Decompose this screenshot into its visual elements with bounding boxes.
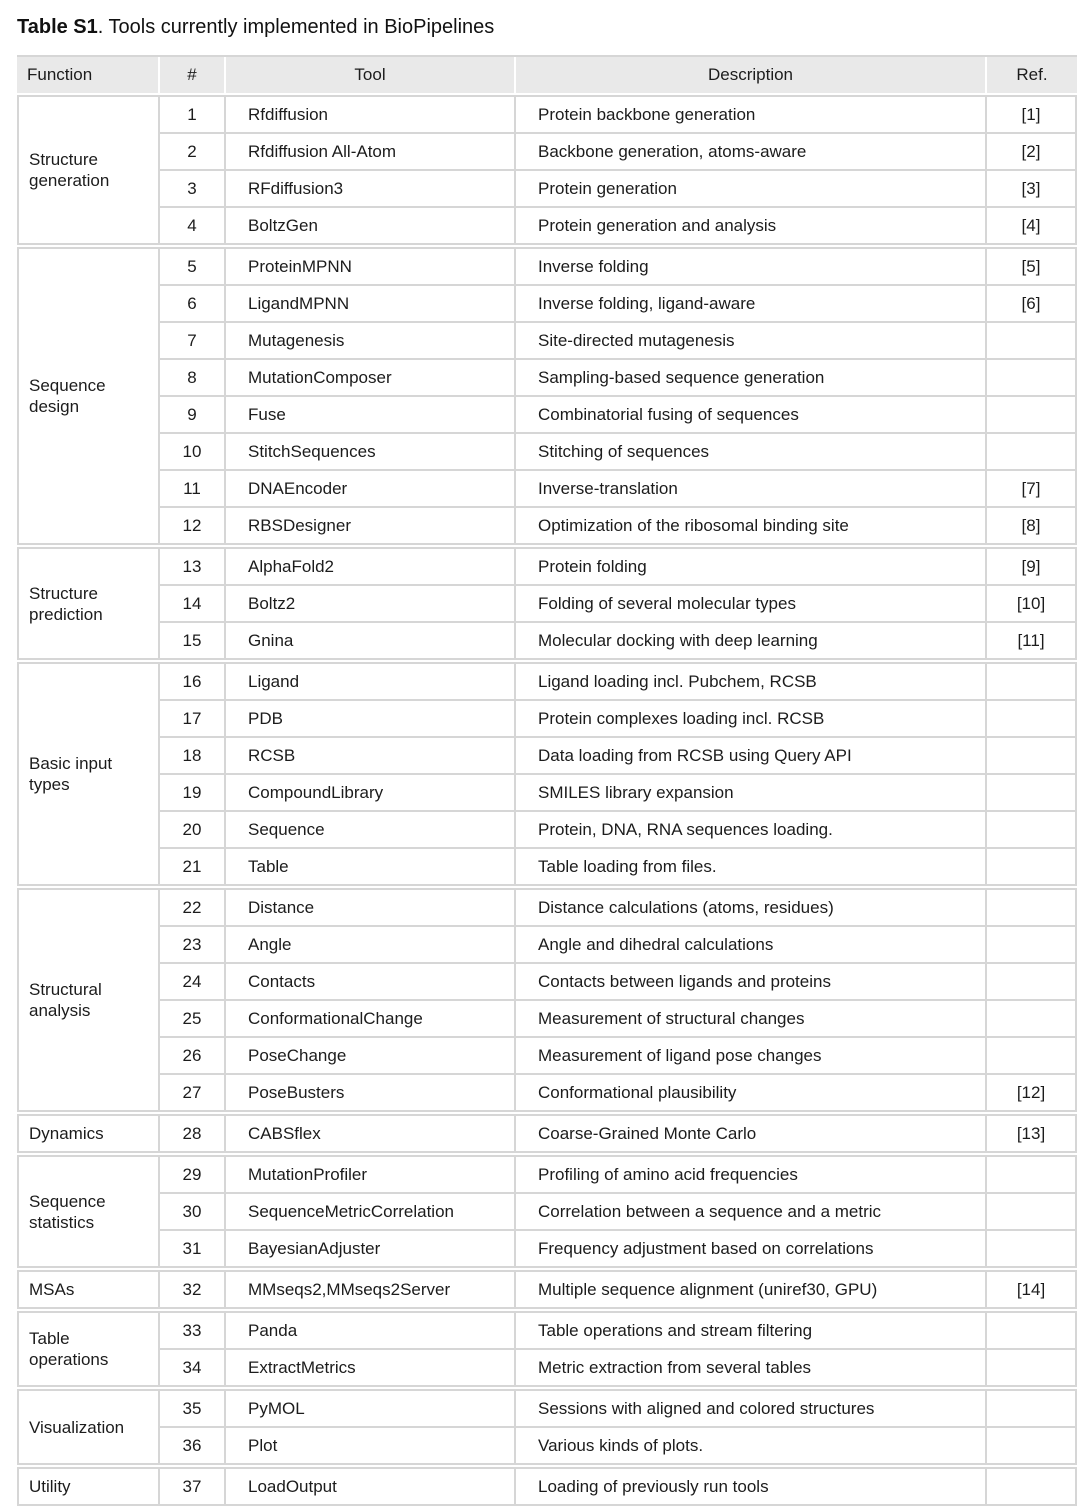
tool-reference: [11] [987,623,1075,658]
tool-description: SMILES library expansion [516,775,985,810]
tool-description: Protein complexes loading incl. RCSB [516,701,985,736]
tool-name: Plot [226,1428,514,1463]
tool-name: PDB [226,701,514,736]
table-header-row [17,55,1077,93]
tool-name: Gnina [226,623,514,658]
function-cell: Structure prediction [19,549,158,658]
tool-number: 36 [160,1428,224,1463]
tool-name: Contacts [226,964,514,999]
tool-reference [987,397,1075,432]
tool-name: BayesianAdjuster [226,1231,514,1266]
function-cell: Dynamics [19,1116,158,1151]
tool-description: Site-directed mutagenesis [516,323,985,358]
tool-description: Measurement of structural changes [516,1001,985,1036]
tool-description: Distance calculations (atoms, residues) [516,890,985,925]
tool-number: 17 [160,701,224,736]
tool-description: Protein backbone generation [516,97,985,132]
tool-reference [987,1350,1075,1385]
tool-number: 8 [160,360,224,395]
tool-description: Coarse-Grained Monte Carlo [516,1116,985,1151]
tool-number: 26 [160,1038,224,1073]
header-function: Function [17,57,158,93]
tool-number: 4 [160,208,224,243]
tool-name: DNAEncoder [226,471,514,506]
tool-name: AlphaFold2 [226,549,514,584]
tool-description: Angle and dihedral calculations [516,927,985,962]
tool-reference [987,927,1075,962]
tool-reference [987,1391,1075,1426]
tool-description: Table loading from files. [516,849,985,884]
tool-number: 2 [160,134,224,169]
header-tool: Tool [226,57,514,93]
tool-number: 37 [160,1469,224,1504]
tool-name: CABSflex [226,1116,514,1151]
tool-description: Metric extraction from several tables [516,1350,985,1385]
tool-description: Various kinds of plots. [516,1428,985,1463]
tool-number: 33 [160,1313,224,1348]
tool-number: 12 [160,508,224,543]
tool-number: 14 [160,586,224,621]
tool-number: 22 [160,890,224,925]
tool-reference: [10] [987,586,1075,621]
tool-number: 11 [160,471,224,506]
tool-name: RBSDesigner [226,508,514,543]
tool-reference [987,1313,1075,1348]
tool-reference [987,1157,1075,1192]
tool-reference: [3] [987,171,1075,206]
tool-number: 10 [160,434,224,469]
header-description: Description [516,57,985,93]
function-cell: Sequence statistics [19,1157,158,1266]
tool-name: Angle [226,927,514,962]
tool-name: PoseBusters [226,1075,514,1110]
tool-reference [987,849,1075,884]
tool-name: PyMOL [226,1391,514,1426]
tool-reference: [4] [987,208,1075,243]
tool-number: 27 [160,1075,224,1110]
tool-description: Table operations and stream filtering [516,1313,985,1348]
tool-name: ProteinMPNN [226,249,514,284]
tool-name: SequenceMetricCorrelation [226,1194,514,1229]
tool-description: Combinatorial fusing of sequences [516,397,985,432]
tool-description: Correlation between a sequence and a metric [516,1194,985,1229]
tool-description: Loading of previously run tools [516,1469,985,1504]
tool-description: Backbone generation, atoms-aware [516,134,985,169]
function-cell: Sequence design [19,249,158,543]
table-title-caption: . Tools currently implemented in BioPipelines [97,16,495,38]
tool-description: Protein generation [516,171,985,206]
tool-description: Protein generation and analysis [516,208,985,243]
tool-reference [987,1038,1075,1073]
tool-number: 15 [160,623,224,658]
tool-description: Folding of several molecular types [516,586,985,621]
table-title [17,14,1080,40]
tool-number: 19 [160,775,224,810]
tool-name: Sequence [226,812,514,847]
tool-number: 34 [160,1350,224,1385]
tool-reference: [9] [987,549,1075,584]
tool-description: Contacts between ligands and proteins [516,964,985,999]
tool-name: Mutagenesis [226,323,514,358]
tool-reference [987,812,1075,847]
tool-number: 9 [160,397,224,432]
header-number: # [160,57,224,93]
tool-reference: [5] [987,249,1075,284]
function-cell: Utility [19,1469,158,1504]
table-body [17,95,1077,1506]
tools-table [17,55,1077,1506]
tool-name: Boltz2 [226,586,514,621]
tool-description: Conformational plausibility [516,1075,985,1110]
tool-description: Ligand loading incl. Pubchem, RCSB [516,664,985,699]
function-cell: MSAs [19,1272,158,1307]
tool-name: ExtractMetrics [226,1350,514,1385]
tool-reference [987,1001,1075,1036]
tool-number: 18 [160,738,224,773]
tool-reference [987,1194,1075,1229]
function-group [17,547,1077,660]
function-group [17,1270,1077,1309]
tool-reference [987,738,1075,773]
tool-number: 1 [160,97,224,132]
tool-number: 13 [160,549,224,584]
function-cell: Structure generation [19,97,158,243]
tool-reference: [1] [987,97,1075,132]
tool-number: 7 [160,323,224,358]
tool-name: MutationProfiler [226,1157,514,1192]
header-ref: Ref. [987,57,1077,93]
tool-reference: [13] [987,1116,1075,1151]
tool-number: 24 [160,964,224,999]
tool-number: 28 [160,1116,224,1151]
function-group [17,1467,1077,1506]
function-cell: Visualization [19,1391,158,1463]
function-cell: Structural analysis [19,890,158,1110]
tool-description: Multiple sequence alignment (uniref30, GPU) [516,1272,985,1307]
tool-name: CompoundLibrary [226,775,514,810]
tool-reference [987,964,1075,999]
tool-number: 20 [160,812,224,847]
tool-description: Protein folding [516,549,985,584]
tool-number: 32 [160,1272,224,1307]
tool-name: RCSB [226,738,514,773]
tool-description: Stitching of sequences [516,434,985,469]
tool-number: 25 [160,1001,224,1036]
tool-reference [987,1231,1075,1266]
tool-description: Optimization of the ribosomal binding site [516,508,985,543]
tool-reference [987,1469,1075,1504]
tool-reference: [12] [987,1075,1075,1110]
tool-number: 16 [160,664,224,699]
tool-description: Sampling-based sequence generation [516,360,985,395]
tool-reference [987,701,1075,736]
tool-reference: [7] [987,471,1075,506]
function-group [17,247,1077,545]
tool-name: ConformationalChange [226,1001,514,1036]
table-title-label: Table S1 [17,16,98,38]
tool-description: Inverse folding, ligand-aware [516,286,985,321]
tool-name: LoadOutput [226,1469,514,1504]
tool-reference [987,775,1075,810]
tool-number: 3 [160,171,224,206]
tool-number: 23 [160,927,224,962]
tool-name: MutationComposer [226,360,514,395]
tool-description: Molecular docking with deep learning [516,623,985,658]
tool-number: 21 [160,849,224,884]
tool-number: 31 [160,1231,224,1266]
tool-reference [987,1428,1075,1463]
function-group [17,662,1077,886]
tool-description: Profiling of amino acid frequencies [516,1157,985,1192]
function-group [17,1389,1077,1465]
tool-number: 29 [160,1157,224,1192]
tool-name: PoseChange [226,1038,514,1073]
tool-name: Ligand [226,664,514,699]
tool-number: 6 [160,286,224,321]
tool-name: Fuse [226,397,514,432]
tool-name: BoltzGen [226,208,514,243]
tool-name: RFdiffusion3 [226,171,514,206]
tool-reference [987,890,1075,925]
tool-reference: [14] [987,1272,1075,1307]
tool-name: LigandMPNN [226,286,514,321]
function-cell: Table operations [19,1313,158,1385]
tool-name: Panda [226,1313,514,1348]
function-group [17,1114,1077,1153]
tool-reference: [6] [987,286,1075,321]
function-group [17,1155,1077,1268]
tool-number: 30 [160,1194,224,1229]
tool-name: Rfdiffusion All-Atom [226,134,514,169]
tool-name: Rfdiffusion [226,97,514,132]
tool-description: Frequency adjustment based on correlations [516,1231,985,1266]
tool-reference: [2] [987,134,1075,169]
function-group [17,1311,1077,1387]
tool-description: Inverse folding [516,249,985,284]
tool-name: Table [226,849,514,884]
tool-name: MMseqs2,MMseqs2Server [226,1272,514,1307]
function-group [17,95,1077,245]
tool-reference [987,323,1075,358]
tool-reference [987,664,1075,699]
tool-reference [987,360,1075,395]
function-group [17,888,1077,1112]
tool-name: Distance [226,890,514,925]
function-cell: Basic input types [19,664,158,884]
tool-number: 35 [160,1391,224,1426]
tool-description: Sessions with aligned and colored structures [516,1391,985,1426]
tool-description: Measurement of ligand pose changes [516,1038,985,1073]
tool-description: Protein, DNA, RNA sequences loading. [516,812,985,847]
tool-reference [987,434,1075,469]
tool-number: 5 [160,249,224,284]
tool-description: Inverse-translation [516,471,985,506]
tool-name: StitchSequences [226,434,514,469]
tool-description: Data loading from RCSB using Query API [516,738,985,773]
tool-reference: [8] [987,508,1075,543]
